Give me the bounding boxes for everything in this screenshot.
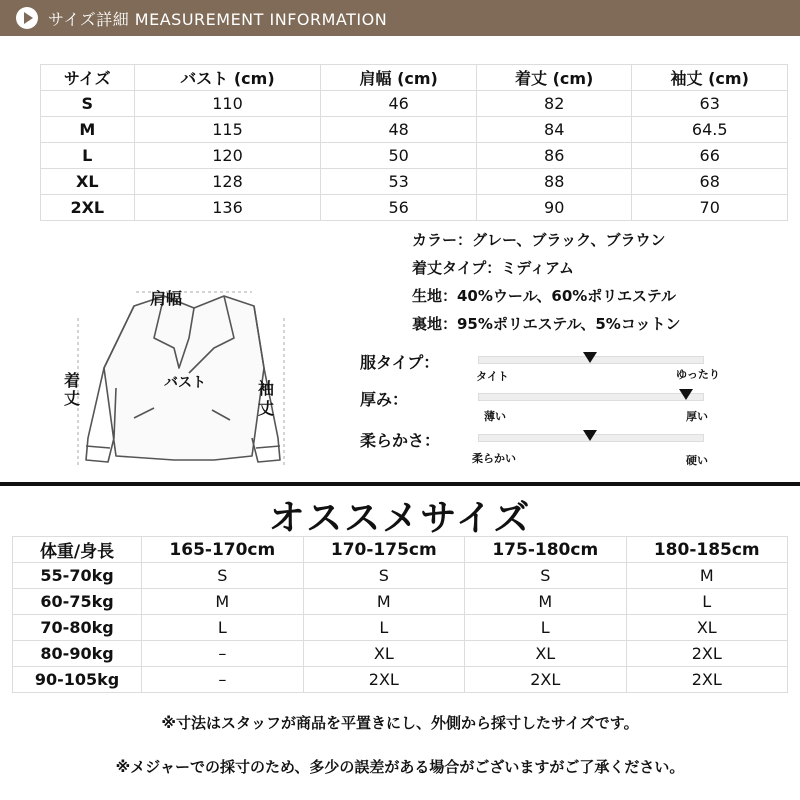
header-cell: 肩幅 (cm) <box>321 65 477 91</box>
size-cell: 2XL <box>41 195 135 221</box>
table-cell: 115 <box>134 117 321 143</box>
table-row <box>13 641 788 667</box>
scale-marker-fit <box>583 352 597 363</box>
table-cell: 84 <box>476 117 632 143</box>
note-measurement: ※寸法はスタッフが商品を平置きにし、外側から採寸したサイズです。 <box>161 714 639 732</box>
weight-cell: 90-105kg <box>13 667 142 693</box>
weight-cell: 80-90kg <box>13 641 142 667</box>
play-circle-icon <box>16 7 38 29</box>
table-cell: M <box>303 589 464 615</box>
size-cell: L <box>41 143 135 169</box>
header-cell: 袖丈 (cm) <box>632 65 788 91</box>
scale-label-softness: 柔らかさ： <box>360 431 441 450</box>
spec-fabric: 生地：40%ウール、60%ポリエステル <box>412 287 676 305</box>
table-cell: 64.5 <box>632 117 788 143</box>
table-cell: 90 <box>476 195 632 221</box>
table-header-row <box>13 537 788 563</box>
table-cell: 50 <box>321 143 477 169</box>
table-cell: L <box>465 615 626 641</box>
scale-right-fit: ゆったり <box>676 368 720 381</box>
size-cell: S <box>41 91 135 117</box>
spec-length-type: 着丈タイプ：ミディアム <box>412 259 575 277</box>
table-cell: S <box>142 563 303 589</box>
scale-left-thickness: 薄い <box>484 410 506 423</box>
table-cell: M <box>142 589 303 615</box>
label-bust: バスト <box>164 375 206 391</box>
table-row <box>41 91 788 117</box>
header-cell: 175-180cm <box>465 537 626 563</box>
scale-right-thickness: 厚い <box>686 410 708 423</box>
table-cell: 2XL <box>465 667 626 693</box>
table-cell: 66 <box>632 143 788 169</box>
table-row <box>41 169 788 195</box>
table-cell: 63 <box>632 91 788 117</box>
section-divider <box>0 482 800 486</box>
scale-label-fit: 服タイプ： <box>360 353 440 372</box>
table-row <box>41 117 788 143</box>
scale-left-fit: タイト <box>476 370 509 383</box>
weight-cell: 60-75kg <box>13 589 142 615</box>
table-cell: S <box>303 563 464 589</box>
scale-bar-thickness <box>478 393 704 401</box>
table-cell: 68 <box>632 169 788 195</box>
weight-cell: 55-70kg <box>13 563 142 589</box>
scale-marker-thickness <box>679 389 693 400</box>
recommend-title: オススメサイズ <box>268 498 532 539</box>
spec-lining: 裏地：95%ポリエステル、5%コットン <box>412 315 681 333</box>
scale-right-softness: 硬い <box>686 454 708 467</box>
header-cell: 体重/身長 <box>13 537 142 563</box>
table-row <box>41 195 788 221</box>
table-row <box>13 615 788 641</box>
table-cell: 70 <box>632 195 788 221</box>
section-title: サイズ詳細 MEASUREMENT INFORMATION <box>48 10 388 29</box>
table-cell: XL <box>626 615 788 641</box>
table-cell: M <box>626 563 788 589</box>
table-cell: 48 <box>321 117 477 143</box>
label-shoulder: 肩幅 <box>150 289 183 308</box>
scale-marker-softness <box>583 430 597 441</box>
table-cell: 128 <box>134 169 321 195</box>
section-header <box>0 0 800 36</box>
table-cell: – <box>142 667 303 693</box>
table-cell: 110 <box>134 91 321 117</box>
weight-cell: 70-80kg <box>13 615 142 641</box>
label-length-top: 着 <box>64 371 81 390</box>
header-cell: 165-170cm <box>142 537 303 563</box>
recommend-table <box>12 536 788 693</box>
table-cell: 2XL <box>626 667 788 693</box>
table-row <box>41 143 788 169</box>
table-cell: 56 <box>321 195 477 221</box>
table-cell: L <box>303 615 464 641</box>
table-row <box>13 667 788 693</box>
table-cell: L <box>626 589 788 615</box>
label-sleeve-bottom: 丈 <box>258 399 275 418</box>
table-cell: 53 <box>321 169 477 195</box>
table-row <box>13 563 788 589</box>
table-cell: XL <box>303 641 464 667</box>
table-header-row <box>41 65 788 91</box>
table-cell: 2XL <box>303 667 464 693</box>
table-cell: 136 <box>134 195 321 221</box>
table-cell: S <box>465 563 626 589</box>
spec-color: カラー：グレー、ブラック、ブラウン <box>412 231 666 249</box>
note-tolerance: ※メジャーでの採寸のため、多少の誤差がある場合がございますがご了承ください。 <box>115 758 685 776</box>
size-cell: XL <box>41 169 135 195</box>
scale-left-softness: 柔らかい <box>472 452 516 465</box>
table-cell: – <box>142 641 303 667</box>
table-cell: 2XL <box>626 641 788 667</box>
label-sleeve-top: 袖 <box>258 379 275 398</box>
header-cell: バスト (cm) <box>134 65 321 91</box>
product-specs <box>412 226 681 338</box>
header-cell: 180-185cm <box>626 537 788 563</box>
table-cell: 46 <box>321 91 477 117</box>
table-cell: 88 <box>476 169 632 195</box>
table-row <box>13 589 788 615</box>
table-cell: 86 <box>476 143 632 169</box>
scale-label-thickness: 厚み： <box>360 390 409 409</box>
header-cell: 着丈 (cm) <box>476 65 632 91</box>
size-table <box>40 64 788 221</box>
table-cell: 120 <box>134 143 321 169</box>
table-cell: M <box>465 589 626 615</box>
header-cell: 170-175cm <box>303 537 464 563</box>
table-cell: L <box>142 615 303 641</box>
header-cell: サイズ <box>41 65 135 91</box>
table-cell: 82 <box>476 91 632 117</box>
size-cell: M <box>41 117 135 143</box>
table-cell: XL <box>465 641 626 667</box>
label-length-bottom: 丈 <box>64 389 81 408</box>
